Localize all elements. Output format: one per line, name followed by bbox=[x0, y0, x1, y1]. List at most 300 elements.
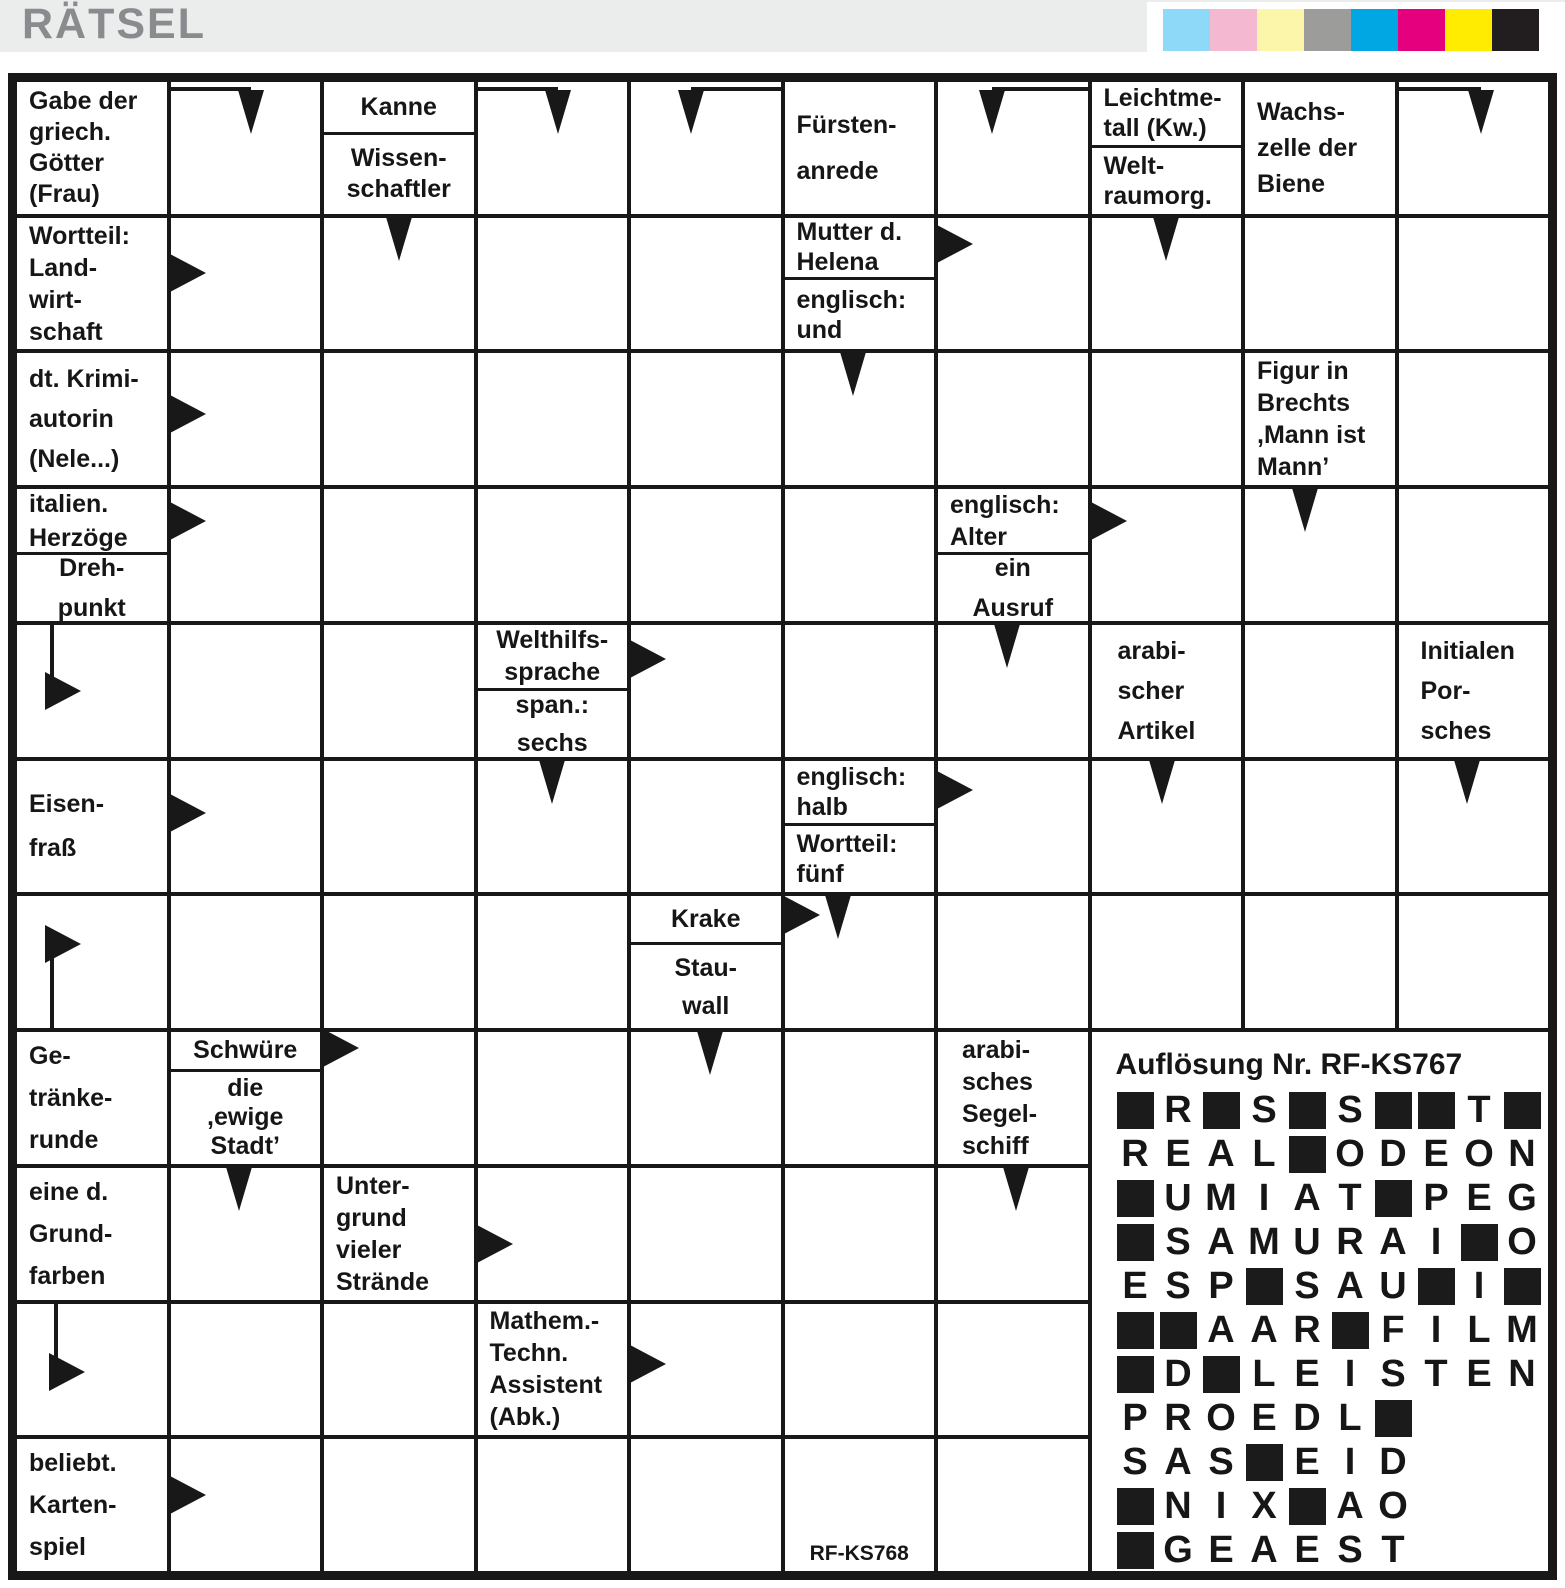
answer-cell-r9c2[interactable] bbox=[171, 1168, 321, 1300]
clue-text-top bbox=[478, 625, 628, 691]
clue-text-line: Leichtme- bbox=[1103, 84, 1222, 113]
solution-letter: E bbox=[1466, 1177, 1492, 1220]
solution-letter: E bbox=[1165, 1133, 1191, 1176]
answer-cell-r4c4[interactable] bbox=[478, 489, 628, 621]
clue-text-line: wall bbox=[682, 991, 730, 1020]
answer-cell-r6c5[interactable] bbox=[631, 761, 781, 893]
answer-cell-r11c2[interactable] bbox=[171, 1439, 321, 1571]
answer-cell-r11c5[interactable] bbox=[631, 1439, 781, 1571]
crossword-grid bbox=[8, 73, 1557, 1580]
answer-cell-r1c7[interactable] bbox=[938, 82, 1088, 214]
clue-text-line: farben bbox=[29, 1261, 106, 1290]
clue-text-line: punkt bbox=[57, 593, 126, 622]
clue-text-bottom bbox=[785, 826, 935, 892]
clue-text-line: die bbox=[227, 1074, 264, 1103]
answer-cell-r2c9[interactable] bbox=[1245, 218, 1395, 350]
solution-letter: A bbox=[1293, 1177, 1321, 1220]
right-arrow-icon bbox=[170, 794, 206, 832]
clue-text-line: fraß bbox=[29, 834, 77, 863]
answer-cell-r4c5[interactable] bbox=[631, 489, 781, 621]
clue-text-line: sechs bbox=[516, 728, 588, 757]
solution-row bbox=[1114, 1220, 1549, 1264]
clue-text-line: Alter bbox=[950, 522, 1007, 551]
clue-text-line: halb bbox=[796, 793, 848, 822]
clue-cell bbox=[1245, 82, 1395, 214]
clue-text-line: Dreh- bbox=[59, 553, 125, 582]
answer-cell-r6c8[interactable] bbox=[1092, 761, 1242, 893]
clue-text-bottom bbox=[17, 555, 167, 621]
down-arrow-icon bbox=[994, 624, 1020, 668]
clue-text-line: raumorg. bbox=[1103, 181, 1212, 210]
solution-black-square bbox=[1375, 1092, 1412, 1129]
solution-letter: L bbox=[1252, 1133, 1276, 1176]
clue-text-line: ,Mann ist bbox=[1257, 421, 1366, 450]
clue-cell bbox=[1399, 625, 1549, 757]
solution-letter: F bbox=[1381, 1309, 1405, 1352]
solution-black-square bbox=[1375, 1180, 1412, 1217]
down-arrow-icon bbox=[678, 90, 704, 134]
clue-text-top bbox=[171, 1032, 321, 1072]
solution-letter: R bbox=[1336, 1221, 1364, 1264]
clue-text-bottom bbox=[938, 555, 1088, 621]
clue-text-line: grund bbox=[336, 1203, 407, 1232]
answer-cell-r6c4[interactable] bbox=[478, 761, 628, 893]
answer-cell-r2c5[interactable] bbox=[631, 218, 781, 350]
clue-text-line: Mutter d. bbox=[796, 218, 903, 247]
clue-text-line: tränke- bbox=[29, 1083, 113, 1112]
clue-text-line: Grund- bbox=[29, 1219, 113, 1248]
solution-letter: N bbox=[1164, 1485, 1192, 1528]
solution-letter: M bbox=[1506, 1309, 1538, 1352]
answer-cell-r7c6[interactable] bbox=[785, 896, 935, 1028]
solution-letter: X bbox=[1251, 1485, 1277, 1528]
solution-black-square bbox=[1289, 1136, 1326, 1173]
answer-cell-r5c5[interactable] bbox=[631, 625, 781, 757]
clue-text-line: Wachs- bbox=[1257, 97, 1345, 126]
answer-cell-r2c7[interactable] bbox=[938, 218, 1088, 350]
solution-letter: M bbox=[1248, 1221, 1280, 1264]
solution-letter: L bbox=[1467, 1309, 1491, 1352]
solution-row bbox=[1114, 1176, 1549, 1220]
answer-cell-r6c7[interactable] bbox=[938, 761, 1088, 893]
solution-black-square bbox=[1375, 1400, 1412, 1437]
clue-text bbox=[1245, 82, 1395, 214]
answer-cell-r2c10[interactable] bbox=[1399, 218, 1549, 350]
right-arrow-icon bbox=[937, 771, 973, 809]
solution-letter: T bbox=[1424, 1353, 1448, 1396]
solution-letter: G bbox=[1163, 1529, 1193, 1572]
clue-text-line: Artikel bbox=[1117, 716, 1196, 745]
answer-cell-r6c3[interactable] bbox=[324, 761, 474, 893]
solution-letter: U bbox=[1293, 1221, 1321, 1264]
clue-text bbox=[17, 353, 167, 485]
solution-letter: I bbox=[1430, 1221, 1442, 1264]
answer-cell-r10c7[interactable] bbox=[938, 1304, 1088, 1436]
solution-row bbox=[1114, 1352, 1549, 1396]
clue-text-bottom bbox=[171, 1072, 321, 1164]
answer-cell-r11c7[interactable] bbox=[938, 1439, 1088, 1571]
solution-black-square bbox=[1418, 1092, 1455, 1129]
clue-text-line: Por- bbox=[1420, 676, 1471, 705]
solution-title: Auflösung Nr. RF-KS767 bbox=[1115, 1048, 1463, 1082]
answer-cell-r4c9[interactable] bbox=[1245, 489, 1395, 621]
clue-text bbox=[938, 1032, 1088, 1164]
clue-text-line: Wissen- bbox=[350, 144, 447, 173]
solution-row bbox=[1114, 1308, 1549, 1352]
answer-cell-r8c6[interactable] bbox=[785, 1032, 935, 1164]
solution-letter: A bbox=[1250, 1529, 1278, 1572]
solution-letter: R bbox=[1121, 1133, 1149, 1176]
solution-letter: S bbox=[1165, 1265, 1191, 1308]
answer-cell-r4c8[interactable] bbox=[1092, 489, 1242, 621]
solution-row bbox=[1114, 1264, 1549, 1308]
solution-letter: P bbox=[1208, 1265, 1234, 1308]
right-arrow-icon bbox=[630, 640, 666, 678]
answer-cell-r5c3[interactable] bbox=[324, 625, 474, 757]
solution-black-square bbox=[1504, 1092, 1541, 1129]
clue-text bbox=[324, 1168, 474, 1300]
answer-cell-r2c8[interactable] bbox=[1092, 218, 1242, 350]
clue-text-line: Ge- bbox=[29, 1041, 71, 1070]
solution-letter: E bbox=[1423, 1133, 1449, 1176]
solution-letter: S bbox=[1165, 1221, 1191, 1264]
answer-cell-r10c2[interactable] bbox=[171, 1304, 321, 1436]
puzzle-id-label: RF-KS768 bbox=[809, 1541, 909, 1565]
clue-text-line: englisch: bbox=[796, 763, 907, 792]
clue-text-line: Götter bbox=[29, 148, 104, 177]
clue-cell-split bbox=[324, 82, 474, 214]
bent-right-arrow-icon bbox=[49, 1353, 85, 1391]
clue-text-line: Segel- bbox=[962, 1099, 1038, 1128]
clue-text-line: (Nele...) bbox=[29, 445, 120, 474]
solution-letter: L bbox=[1252, 1353, 1276, 1396]
answer-cell-r8c5[interactable] bbox=[631, 1032, 781, 1164]
color-swatch bbox=[1492, 9, 1539, 51]
answer-cell-r7c8[interactable] bbox=[1092, 896, 1242, 1028]
answer-cell-r6c10[interactable] bbox=[1399, 761, 1549, 893]
solution-letter: O bbox=[1507, 1221, 1537, 1264]
solution-letter: L bbox=[1338, 1397, 1362, 1440]
clue-text-bottom bbox=[478, 691, 628, 757]
solution-letter: E bbox=[1466, 1353, 1492, 1396]
solution-letter: T bbox=[1381, 1529, 1405, 1572]
solution-row bbox=[1114, 1088, 1549, 1132]
solution-letter: I bbox=[1215, 1485, 1227, 1528]
down-arrow-icon bbox=[1292, 488, 1318, 532]
arrow-line bbox=[50, 950, 54, 1028]
clue-text-line: Mann’ bbox=[1257, 453, 1330, 482]
solution-letter: E bbox=[1294, 1529, 1320, 1572]
answer-cell-r3c8[interactable] bbox=[1092, 353, 1242, 485]
right-arrow-icon bbox=[784, 896, 820, 934]
clue-text-line: Brechts bbox=[1257, 389, 1351, 418]
clue-text-bottom bbox=[785, 280, 935, 350]
solution-letter: S bbox=[1251, 1089, 1277, 1132]
clue-text-line: Stau- bbox=[674, 953, 737, 982]
answer-cell-r7c7[interactable] bbox=[938, 896, 1088, 1028]
solution-letter: E bbox=[1251, 1397, 1277, 1440]
clue-text-line: sches bbox=[962, 1067, 1033, 1096]
answer-cell-r7c10[interactable] bbox=[1399, 896, 1549, 1028]
clue-text-line: Schwüre bbox=[193, 1036, 298, 1065]
clue-text-line: (Frau) bbox=[29, 179, 100, 208]
clue-text-line: Kanne bbox=[360, 92, 437, 121]
solution-letter: A bbox=[1379, 1221, 1407, 1264]
bent-right-arrow-icon bbox=[45, 672, 81, 710]
solution-letter: U bbox=[1164, 1177, 1192, 1220]
solution-letter: A bbox=[1336, 1485, 1364, 1528]
clue-text bbox=[1399, 625, 1549, 757]
answer-cell-r3c3[interactable] bbox=[324, 353, 474, 485]
solution-letter: D bbox=[1293, 1397, 1321, 1440]
clue-text-line: ein bbox=[994, 553, 1031, 582]
answer-cell-r5c9[interactable] bbox=[1245, 625, 1395, 757]
solution-black-square bbox=[1418, 1268, 1455, 1305]
clue-text-line: Helena bbox=[796, 248, 879, 277]
clue-text-line: Eisen- bbox=[29, 790, 105, 819]
solution-letter: R bbox=[1293, 1309, 1321, 1352]
clue-text-top bbox=[1092, 82, 1242, 148]
answer-cell-r1c10[interactable] bbox=[1399, 82, 1549, 214]
arrow-line bbox=[691, 87, 781, 91]
solution-letter: E bbox=[1208, 1529, 1234, 1572]
answer-cell-r8c3[interactable] bbox=[324, 1032, 474, 1164]
solution-black-square bbox=[1117, 1180, 1154, 1217]
solution-letter: D bbox=[1379, 1441, 1407, 1484]
answer-cell-r11c4[interactable] bbox=[478, 1439, 628, 1571]
clue-text-line: anrede bbox=[796, 156, 879, 185]
answer-cell-r9c4[interactable] bbox=[478, 1168, 628, 1300]
solution-letter: N bbox=[1508, 1133, 1536, 1176]
clue-text-line: Welt- bbox=[1103, 151, 1165, 180]
solution-row bbox=[1114, 1132, 1549, 1176]
down-arrow-icon bbox=[1149, 760, 1175, 804]
answer-cell-r3c10[interactable] bbox=[1399, 353, 1549, 485]
solution-letter: S bbox=[1294, 1265, 1320, 1308]
clue-text bbox=[17, 1439, 167, 1571]
answer-cell-r2c4[interactable] bbox=[478, 218, 628, 350]
solution-black-square bbox=[1289, 1092, 1326, 1129]
down-arrow-icon bbox=[238, 90, 264, 134]
answer-cell-r4c6[interactable] bbox=[785, 489, 935, 621]
clue-text-line: Mathem.- bbox=[489, 1307, 600, 1336]
clue-text-top bbox=[785, 761, 935, 827]
clue-cell-split bbox=[631, 896, 781, 1028]
solution-row bbox=[1114, 1396, 1549, 1440]
solution-box bbox=[1092, 1032, 1549, 1571]
answer-cell-r9c5[interactable] bbox=[631, 1168, 781, 1300]
solution-black-square bbox=[1289, 1488, 1326, 1525]
down-arrow-icon bbox=[1468, 90, 1494, 134]
clue-text-line: arabi- bbox=[962, 1035, 1031, 1064]
clue-text-line: englisch: bbox=[796, 285, 907, 314]
solution-letter: T bbox=[1467, 1089, 1491, 1132]
answer-cell-r6c9[interactable] bbox=[1245, 761, 1395, 893]
answer-cell-r9c6[interactable] bbox=[785, 1168, 935, 1300]
answer-cell-r9c7[interactable] bbox=[938, 1168, 1088, 1300]
solution-letter: E bbox=[1294, 1353, 1320, 1396]
clue-text-line: Stadt’ bbox=[210, 1132, 280, 1161]
clue-cell-split bbox=[171, 1032, 321, 1164]
answer-cell-r10c5[interactable] bbox=[631, 1304, 781, 1436]
solution-black-square bbox=[1504, 1268, 1541, 1305]
solution-letter: N bbox=[1508, 1353, 1536, 1396]
answer-cell-r3c7[interactable] bbox=[938, 353, 1088, 485]
solution-letter: A bbox=[1207, 1133, 1235, 1176]
clue-text-line: Fürsten- bbox=[796, 110, 897, 139]
answer-cell-r2c2[interactable] bbox=[171, 218, 321, 350]
clue-text bbox=[478, 1304, 628, 1436]
answer-cell-r1c2[interactable] bbox=[171, 82, 321, 214]
clue-text-line: vieler bbox=[336, 1235, 402, 1264]
clue-text-line: Techn. bbox=[489, 1339, 569, 1368]
color-swatch bbox=[1398, 9, 1445, 51]
clue-text-line: eine d. bbox=[29, 1177, 109, 1206]
clue-text-line: arabi- bbox=[1117, 636, 1186, 665]
clue-text-top bbox=[785, 218, 935, 280]
answer-cell-r5c6[interactable] bbox=[785, 625, 935, 757]
clue-text-line: Ausruf bbox=[972, 593, 1054, 622]
clue-cell bbox=[1092, 625, 1242, 757]
down-arrow-icon bbox=[825, 895, 851, 939]
down-arrow-icon bbox=[840, 352, 866, 396]
clue-text-line: Karten- bbox=[29, 1491, 117, 1520]
clue-text-bottom bbox=[1092, 148, 1242, 214]
clue-text-line: italien. bbox=[29, 489, 109, 518]
answer-cell-r3c2[interactable] bbox=[171, 353, 321, 485]
answer-cell-with-id[interactable] bbox=[785, 1439, 935, 1571]
solution-letter: E bbox=[1294, 1441, 1320, 1484]
answer-cell-r7c1[interactable] bbox=[17, 896, 167, 1028]
clue-text bbox=[17, 1032, 167, 1164]
answer-cell-r3c4[interactable] bbox=[478, 353, 628, 485]
solution-black-square bbox=[1117, 1356, 1154, 1393]
solution-black-square bbox=[1117, 1092, 1154, 1129]
answer-cell-r7c3[interactable] bbox=[324, 896, 474, 1028]
clue-text bbox=[785, 82, 935, 214]
clue-text-line: fünf bbox=[796, 860, 844, 889]
solution-letter: R bbox=[1164, 1089, 1192, 1132]
solution-letter: S bbox=[1208, 1441, 1234, 1484]
answer-cell-r7c9[interactable] bbox=[1245, 896, 1395, 1028]
answer-cell-r8c4[interactable] bbox=[478, 1032, 628, 1164]
answer-cell-r5c2[interactable] bbox=[171, 625, 321, 757]
clue-text-line: sches bbox=[1420, 716, 1492, 745]
answer-cell-r4c3[interactable] bbox=[324, 489, 474, 621]
answer-cell-r3c6[interactable] bbox=[785, 353, 935, 485]
solution-black-square bbox=[1117, 1224, 1154, 1261]
color-swatch bbox=[1445, 9, 1492, 51]
clue-text-line: Strände bbox=[336, 1267, 430, 1296]
clue-text-line: span.: bbox=[515, 690, 590, 719]
solution-letter: I bbox=[1258, 1177, 1270, 1220]
clue-cell-split bbox=[785, 218, 935, 350]
clue-text-top bbox=[938, 489, 1088, 555]
down-arrow-icon bbox=[1003, 1167, 1029, 1211]
answer-cell-r5c7[interactable] bbox=[938, 625, 1088, 757]
right-arrow-icon bbox=[937, 225, 973, 263]
solution-letter: I bbox=[1430, 1309, 1442, 1352]
answer-cell-r1c4[interactable] bbox=[478, 82, 628, 214]
solution-black-square bbox=[1203, 1092, 1240, 1129]
clue-cell bbox=[17, 761, 167, 893]
answer-cell-r2c3[interactable] bbox=[324, 218, 474, 350]
answer-cell-r10c3[interactable] bbox=[324, 1304, 474, 1436]
answer-cell-r10c1[interactable] bbox=[17, 1304, 167, 1436]
right-arrow-icon bbox=[630, 1345, 666, 1383]
down-arrow-icon bbox=[226, 1167, 252, 1211]
clue-text-line: zelle der bbox=[1257, 133, 1358, 162]
down-arrow-icon bbox=[1454, 760, 1480, 804]
clue-text-line: schaftler bbox=[346, 175, 451, 204]
answer-cell-r7c2[interactable] bbox=[171, 896, 321, 1028]
solution-letter: D bbox=[1164, 1353, 1192, 1396]
clue-text-line: ,ewige bbox=[207, 1103, 284, 1132]
answer-cell-r4c10[interactable] bbox=[1399, 489, 1549, 621]
clue-cell bbox=[1245, 353, 1395, 485]
clue-cell bbox=[17, 1439, 167, 1571]
solution-row bbox=[1114, 1484, 1549, 1528]
clue-text-line: beliebt. bbox=[29, 1449, 117, 1478]
answer-cell-r5c1[interactable] bbox=[17, 625, 167, 757]
solution-black-square bbox=[1461, 1224, 1498, 1261]
solution-row bbox=[1114, 1528, 1549, 1572]
clue-text-line: Herzöge bbox=[29, 523, 128, 552]
solution-letter: A bbox=[1336, 1265, 1364, 1308]
clue-cell bbox=[324, 1168, 474, 1300]
solution-letter: M bbox=[1205, 1177, 1237, 1220]
solution-black-square bbox=[1160, 1312, 1197, 1349]
clue-text-line: scher bbox=[1117, 676, 1185, 705]
clue-text-bottom bbox=[324, 135, 474, 214]
clue-text-line: dt. Krimi- bbox=[29, 365, 139, 394]
solution-letter: I bbox=[1344, 1441, 1356, 1484]
answer-cell-r6c2[interactable] bbox=[171, 761, 321, 893]
answer-cell-r3c5[interactable] bbox=[631, 353, 781, 485]
clue-cell-split bbox=[785, 761, 935, 893]
solution-letter: O bbox=[1378, 1485, 1408, 1528]
clue-cell bbox=[17, 82, 167, 214]
solution-black-square bbox=[1246, 1268, 1283, 1305]
clue-text-line: Krake bbox=[671, 905, 741, 934]
answer-cell-r1c5[interactable] bbox=[631, 82, 781, 214]
clue-cell-split bbox=[478, 625, 628, 757]
down-arrow-icon bbox=[386, 217, 412, 261]
clue-cell bbox=[17, 218, 167, 350]
solution-black-square bbox=[1246, 1444, 1283, 1481]
solution-letter: U bbox=[1379, 1265, 1407, 1308]
right-arrow-icon bbox=[477, 1225, 513, 1263]
answer-cell-r10c6[interactable] bbox=[785, 1304, 935, 1436]
clue-cell bbox=[938, 1032, 1088, 1164]
solution-black-square bbox=[1117, 1532, 1154, 1569]
clue-text bbox=[1092, 625, 1242, 757]
clue-text-line: Unter- bbox=[336, 1171, 410, 1200]
answer-cell-r4c2[interactable] bbox=[171, 489, 321, 621]
clue-text bbox=[17, 82, 167, 214]
clue-cell-split bbox=[938, 489, 1088, 621]
clue-text-line: Biene bbox=[1257, 169, 1326, 198]
answer-cell-r11c3[interactable] bbox=[324, 1439, 474, 1571]
right-arrow-icon bbox=[170, 395, 206, 433]
answer-cell-r7c4[interactable] bbox=[478, 896, 628, 1028]
solution-letter: O bbox=[1464, 1133, 1494, 1176]
clue-text bbox=[1245, 353, 1395, 485]
clue-text bbox=[17, 761, 167, 893]
clue-text-line: schiff bbox=[962, 1131, 1029, 1160]
color-swatch bbox=[1210, 9, 1257, 51]
down-arrow-icon bbox=[1153, 217, 1179, 261]
